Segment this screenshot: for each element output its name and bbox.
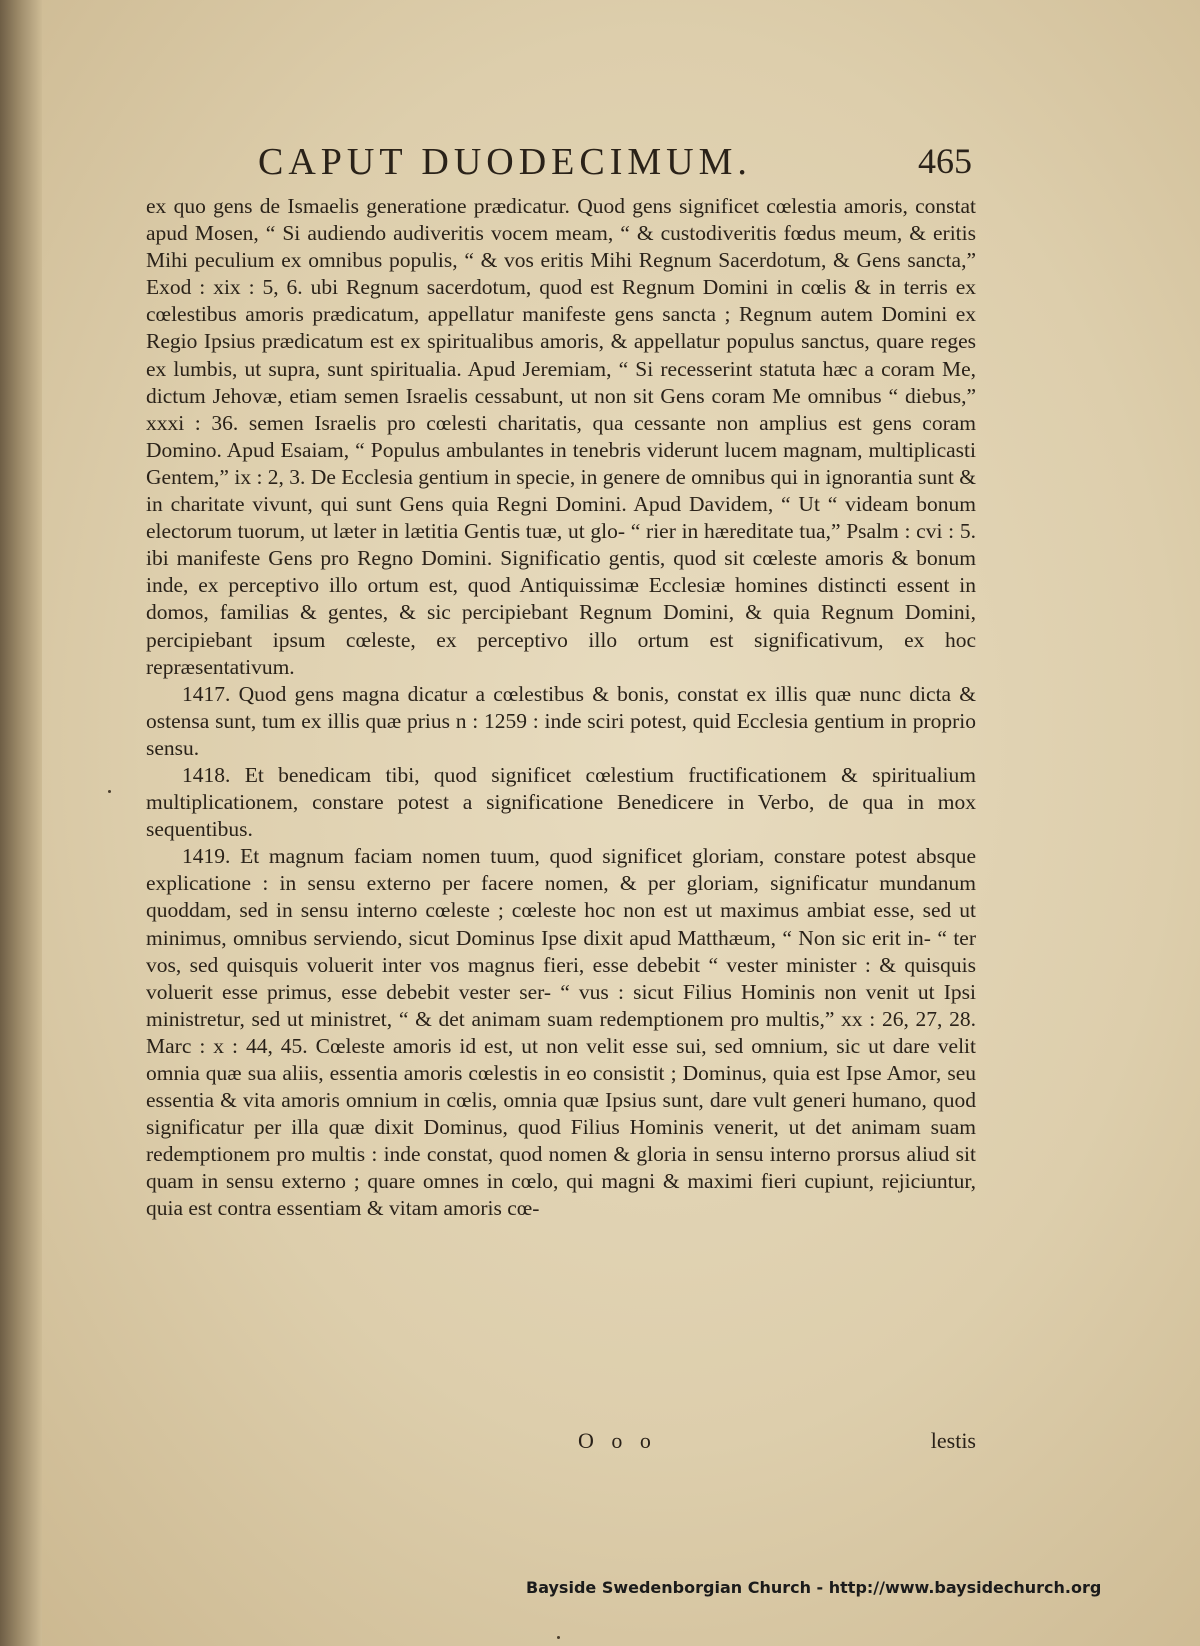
book-gutter xyxy=(0,0,42,1646)
body-text xyxy=(146,193,976,1223)
page-footer xyxy=(146,1428,976,1458)
paragraph-continuation: ex quo gens de Ismaelis generatione prædicatur. Quod gens significet cœlestia amoris, constat apud Mosen, “ Si audiendo audiveritis vocem meam, “ & custodiveritis fœdus meum, & eritis Mihi peculium ex omnibus populis, “ & vos eritis Mihi Regnum Sacerdotum, & Gens sancta,” Exod : xix : 5, 6. ubi Regnum sacerdotum, quod est Regnum Domini in cœlis & in terris ex cœlestibus amoris prædicatum, appellatur manifeste gens sancta ; Regnum autem Domini ex Regio Ipsius prædicatum est ex spiritualibus amoris, & appellatur populus sanctus, quare reges ex lumbis, ut supra, sunt spiritualia. Apud Jeremiam, “ Si recesserint statuta hæc a coram Me, dictum Jehovæ, etiam semen Israelis cessabunt, ut non sit Gens coram Me omnibus “ diebus,” xxxi : 36. semen Israelis pro cœlesti charitatis, qua cessante non amplius est gens coram Domino. Apud Esaiam, “ Populus ambulantes in tenebris viderunt lucem magnam, multiplicasti Gentem,” ix : 2, 3. De Ecclesia gentium in specie, in genere de omnibus qui in ignorantia sunt & in charitate vivunt, qui sunt Gens quia Regni Domini. Apud Davidem, “ Ut “ videam bonum electorum tuorum, ut læter in lætitia Gentis tuæ, ut glo- “ rier in hæreditate tua,” Psalm : cvi : 5. ibi manifeste Gens pro Regno Domini. Significatio gentis, quod sit cœleste amoris & bonum inde, ex perceptivo illo ortum est, quod Antiquissimæ Ecclesiæ homines distincti essent in domos, familias & gentes, & sic percipiebant Regnum Domini, & quia Regnum Domini, percipiebant ipsum cœleste, ex perceptivo illo ortum est significativum, ex hoc repræsentativum. xyxy=(146,194,976,679)
paragraph-1419: 1419. Et magnum faciam nomen tuum, quod significet gloriam, constare potest absque explicatione : in sensu externo per facere nomen, & per gloriam, significatur mundanum quoddam, sed in sensu interno cœleste ; cœleste hoc non est ut maximus ambiat esse, sed ut minimus, omnibus serviendo, sicut Dominus Ipse dixit apud Matthæum, “ Non sic erit in- “ ter vos, sed quisquis voluerit inter vos magnus fieri, esse debebit “ vester minister : & quisquis voluerit esse primus, esse debebit vester ser- “ vus : sicut Filius Hominis non venit ut Ipsi ministretur, sed ut ministret, “ & det animam suam redemptionem pro multis,” xx : 26, 27, 28. Marc : x : 44, 45. Cœleste amoris id est, ut non velit esse sui, sed omnium, sic ut dare velit omnia quæ sua aliis, essentia amoris cœlestis in eo consistit ; Dominus, quia est Ipse Amor, seu essentia & vita amoris omnium in cœlis, omnia quæ Ipsius sunt, dare vult generi humano, quod significatur per illa quæ dixit Dominus, quod Filius Hominis venerit, ut det animam suam redemptionem pro multis : inde constat, quod nomen & gloria in sensu interno prorsus aliud sit quam in sensu externo ; quare omnes in cœlo, qui magni & maximi fieri cupiunt, rejiciuntur, quia est contra essentiam & vitam amoris cœ- xyxy=(146,844,976,1221)
page-number: 465 xyxy=(918,141,972,181)
paragraph-1418: 1418. Et benedicam tibi, quod significet cœlestium fructificationem & spiritualium multiplicationem, constare potest a significatione Benedicere in Verbo, de qua in mox sequentibus. xyxy=(146,762,976,842)
running-head: CAPUT DUODECIMUM. xyxy=(258,141,752,183)
ink-speck xyxy=(557,1636,560,1639)
ink-speck xyxy=(108,790,111,793)
paragraph-1417: 1417. Quod gens magna dicatur a cœlestibus & bonis, constat ex illis quæ nunc dicta & ostensa sunt, tum ex illis quæ prius n : 1259 : inde sciri potest, quid Ecclesia gentium in proprio sensu. xyxy=(146,681,976,760)
signature-mark: O o o xyxy=(578,1428,657,1453)
catchword: lestis xyxy=(930,1428,976,1453)
page-header xyxy=(250,140,980,190)
watermark: Bayside Swedenborgian Church - http://www.baysidechurch.org xyxy=(526,1578,1102,1597)
